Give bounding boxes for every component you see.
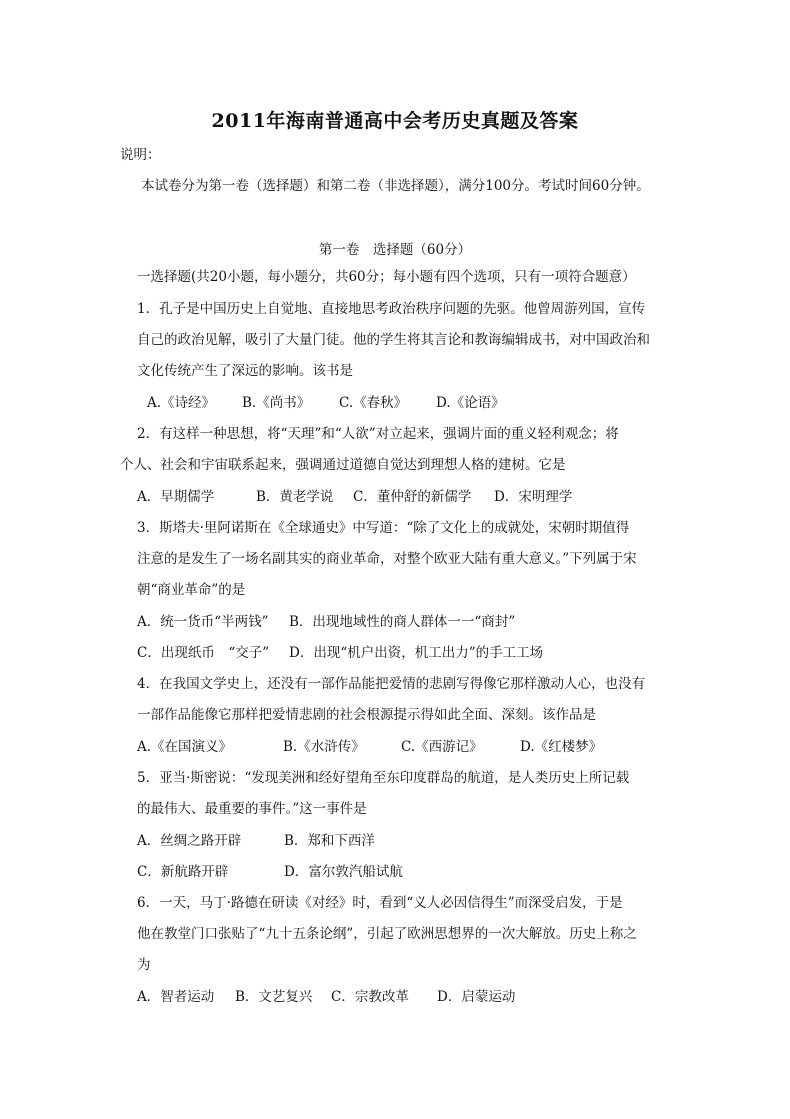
question-stem-line: 6．一天，马丁·路德在研读《对经》时，看到“义人必因信得生”而深受启发，于是 <box>137 895 623 911</box>
document-title: 2011年海南普通高中会考历史真题及答案 <box>211 110 579 132</box>
question-stem-line: 个人、社会和宇宙联系起来，强调通过道德自觉达到理想人格的建树。它是 <box>120 457 566 473</box>
option-c: C.《春秋》 <box>339 395 408 411</box>
option-b: B.《尚书》 <box>242 395 311 411</box>
option-b: B．郑和下西洋 <box>284 833 375 849</box>
option-c: C．新航路开辟 <box>137 864 229 880</box>
option-a: A.《诗经》 <box>147 395 216 411</box>
question-stem-line: 朝“商业革命”的是 <box>137 582 246 598</box>
question-stem-line: 4．在我国文学史上，还没有一部作品能把爱情的悲剧写得像它那样激动人心，也没有 <box>137 676 646 692</box>
question-stem-line: 1．孔子是中国历史上自觉地、直接地思考政治秩序问题的先驱。他曾周游列国，宣传 <box>137 301 646 317</box>
question-stem-line: 3．斯塔夫·里阿诺斯在《全球通史》中写道：“除了文化上的成就处，宋朝时期值得 <box>137 520 630 536</box>
section-instructions: 一选择题(共20小题，每小题分，共60分；每小题有四个选项，只有一项符合题意） <box>137 269 636 285</box>
option-b: B．黄老学说 <box>256 489 334 505</box>
question-stem-line: 2．有这样一种思想，将“天理”和“人欲”对立起来，强调片面的重义轻利观念；将 <box>137 426 619 442</box>
question-stem-line: 他在教堂门口张贴了“九十五条论纲”，引起了欧洲思想界的一次大解放。历史上称之 <box>137 926 637 942</box>
question-stem-line: 自己的政治见解，吸引了大量门徒。他的学生将其言论和教诲编辑成书，对中国政治和 <box>137 332 650 348</box>
option-d: D．出现“机户出资，机工出力”的手工工场 <box>289 645 544 661</box>
option-d: D.《论语》 <box>436 395 505 411</box>
note-label: 说明： <box>120 147 161 163</box>
option-b: B．出现地域性的商人群体一一“商封” <box>289 614 516 630</box>
option-c: C．出现纸币 “交子” <box>137 645 270 661</box>
option-c: C．董仲舒的新儒学 <box>353 489 472 505</box>
question-stem-line: 一部作品能像它那样把爱情悲剧的社会根源提示得如此全面、深刻。该作品是 <box>137 707 596 723</box>
question-stem-line: 文化传统产生了深远的影响。该书是 <box>137 363 353 379</box>
option-d: D．富尔敦汽船试航 <box>284 864 403 880</box>
option-d: D.《红楼梦》 <box>520 739 603 755</box>
option-a: A.《在国演义》 <box>137 739 233 755</box>
option-a: A．丝绸之路开辟 <box>137 833 242 849</box>
option-b: B．文艺复兴 <box>235 989 313 1005</box>
question-stem-line: 注意的是发生了一场名副其实的商业革命，对整个欧亚大陆有重大意义。”下列属于宋 <box>137 551 637 567</box>
option-c: C．宗教改革 <box>331 989 409 1005</box>
question-stem-line: 的最伟大、最重要的事件。”这一事件是 <box>137 801 367 817</box>
question-stem-line: 为 <box>137 957 151 973</box>
option-b: B.《水浒传》 <box>283 739 365 755</box>
question-stem-line: 5．亚当·斯密说：“发现美洲和经好望角至东印度群岛的航道，是人类历史上所记载 <box>137 770 630 786</box>
option-c: C.《西游记》 <box>401 739 483 755</box>
option-d: D．宋明理学 <box>494 489 573 505</box>
option-a: A．智者运动 <box>137 989 215 1005</box>
option-a: A．统一货币“半两钱” <box>137 614 269 630</box>
note-text: 本试卷分为第一卷（选择题）和第二卷（非选择题），满分100分。考试时间60分钟。 <box>141 178 650 194</box>
option-a: A．早期儒学 <box>137 489 215 505</box>
option-d: D．启蒙运动 <box>437 989 516 1005</box>
section-title: 第一卷 选择题（60分） <box>318 242 472 258</box>
